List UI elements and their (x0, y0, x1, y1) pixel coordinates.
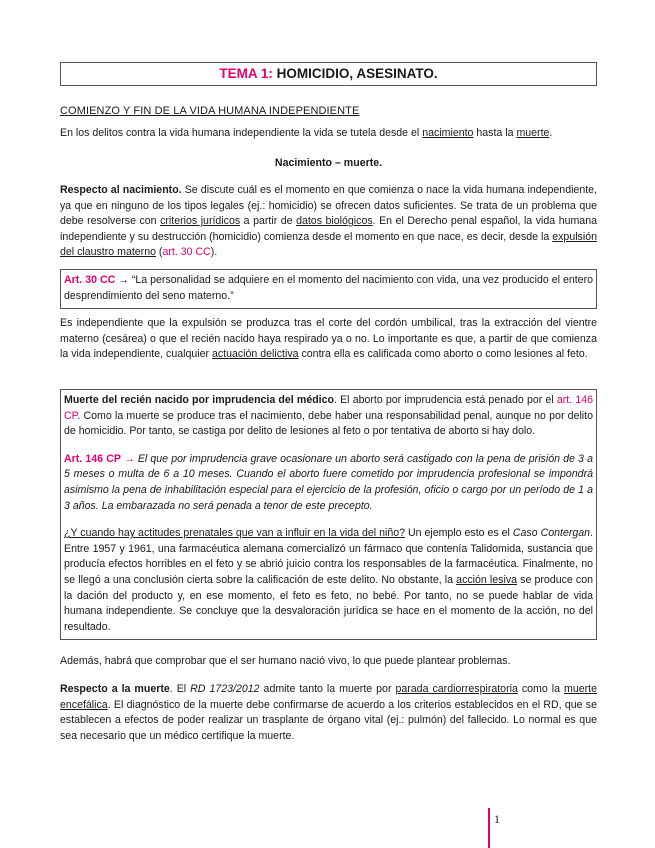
section-heading: COMIENZO Y FIN DE LA VIDA HUMANA INDEPENDIENTE (60, 105, 360, 117)
negligence-box: Muerte del recién nacido por imprudencia del médico. El aborto por imprudencia está penado por el art. 146 CP. Como la muerte se produce tras el nacimiento, debe haber una responsabilidad penal, aunque no por delito de homicidio. Por tanto, se castiga por delito de lesiones al feto o por tentativa de aborto si hay dolo. Art. 146 CP → El que por imprudencia grave ocasionare un aborto será castigado con la pena de prisión de 3 a 5 meses o multa de 6 a 10 meses. Cuando el aborto fuere cometido por imprudencia profesional se impondrá asimismo la pena de inhabilitación especial para el ejercicio de la profesión, oficio o cargo por un período de 1 a 3 años. La embarazada no será penada a tenor de este precepto. ¿Y cuando hay actitudes prenatales que van a influir en la vida del niño? Un ejemplo esto es el Caso Contergan. Entre 1957 y 1961, una farmacéutica alemana comercializó un fármaco que contenía Talidomida, sustancia que producía efectos horribles en el feto y se abrió juicio contra los responsables de la farmacéutica. Finalmente, no se llegó a una conclusión cierta sobre la calificación de este delito. No obstante, la acción lesiva se produce con la dación del producto y, en ese momento, el feto es feto, no bebé. Por tanto, no se puede hablar de vida humana independiente. Se concluye que la desvaloración jurídica se hace en el momento de la acción, no del resultado. (60, 389, 597, 640)
title-text: HOMICIDIO, ASESINATO. (272, 66, 438, 81)
footer-accent-line (488, 808, 490, 848)
article-30-ref: Art. 30 CC (64, 274, 116, 286)
birth-paragraph: Respecto al nacimiento. Se discute cuál es el momento en que comienza o nace la vida humana independiente, ya que en ninguno de los tipos legales (ej.: homicidio) se ofrecen datos suficientes. Se trata de un problema que debe resolverse con criterios jurídicos a partir de datos biológicos. En el Derecho penal español, la vida humana independiente y su destrucción (homicidio) comienza desde el momento en que nace, es decir, desde la expulsión del claustro materno (art. 30 CC). (60, 184, 597, 259)
article-30-box: Art. 30 CC → “La personalidad se adquiere en el momento del nacimiento con vida, una vez producido el entero desprendimiento del seno materno.” (60, 269, 597, 309)
article-146-ref: art. 146 CP (64, 394, 593, 422)
contergan-paragraph: ¿Y cuando hay actitudes prenatales que van a influir en la vida del niño? Un ejemplo esto es el Caso Contergan. Entre 1957 y 1961, una farmacéutica alemana comercializó un fármaco que contenía Talidomida, sustancia que producía efectos horribles en el feto y se abrió juicio contra los responsables de la farmacéutica. Finalmente, no se llegó a una conclusión cierta sobre la calificación de este delito. No obstante, la acción lesiva se produce con la dación del producto y, en ese momento, el feto es feto, no bebé. Por tanto, no se puede hablar de vida humana independiente. Se concluye que la desvaloración jurídica se hace en el momento de la acción, no del resultado. (64, 527, 593, 633)
page-number: 1 (494, 812, 500, 826)
title-box (60, 62, 597, 86)
born-alive-paragraph: Además, habrá que comprobar que el ser humano nació vivo, lo que puede plantear problemas. (60, 655, 511, 667)
title-prefix: TEMA 1: (219, 66, 273, 81)
subheading: Nacimiento – muerte. (274, 157, 383, 169)
independence-paragraph: Es independiente que la expulsión se produzca tras el corte del cordón umbilical, tras la extracción del vientre materno (cesárea) o que el recién nacido haya respirado ya o no. Lo importante es que, a partir de que comienza la vida independiente, cualquier actuación delictiva contra ella es calificada como aborto o como lesiones al feto. (60, 317, 597, 361)
article-146-quote: Art. 146 CP → El que por imprudencia grave ocasionare un aborto será castigado con la pena de prisión de 3 a 5 meses o multa de 6 a 10 meses. Cuando el aborto fuere cometido por imprudencia profesional se impondrá asimismo la pena de inhabilitación especial para el ejercicio de la profesión, oficio o cargo por un período de 1 a 3 años. La embarazada no será penada a tenor de este precepto. (64, 452, 593, 512)
intro-paragraph: En los delitos contra la vida humana independiente la vida se tutela desde el nacimiento hasta la muerte. (60, 127, 553, 139)
death-paragraph: Respecto a la muerte. El RD 1723/2012 admite tanto la muerte por parada cardiorrespiratoria como la muerte encefálica. El diagnóstico de la muerte debe confirmarse de acuerdo a los criterios establecidos en el RD, que se establecen a efectos de poder realizar un trasplante de órgano vital (ej.: pulmón) del fallecido. Lo normal es que sea necesario que un médico certifique la muerte. (60, 683, 598, 742)
